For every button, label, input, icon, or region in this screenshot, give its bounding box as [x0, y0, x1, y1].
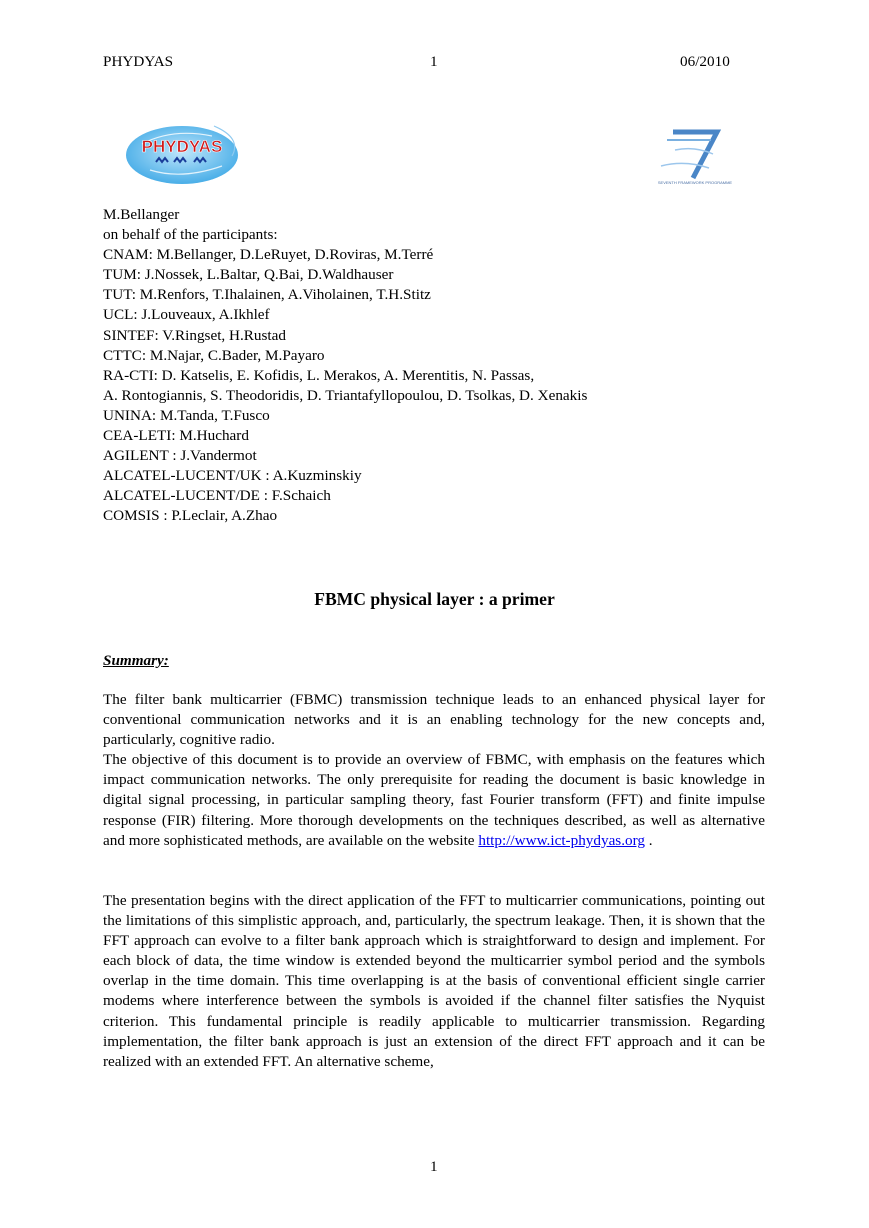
- header-date: 06/2010: [680, 53, 730, 70]
- summary-text-objective: The objective of this document is to provide an overview of FBMC, with emphasis on the features which impact communication networks. The only prerequisite for reading the document is basic knowledge in digital signal processing, in particular sampling theory, fast Fourier transform (FFT) and finite impulse response (FIR) filtering. More thorough developments on the techniques described, as well as alternative and more sophisticated methods, are available on the website http://www.ict-phydyas.org .: [103, 751, 765, 849]
- header-page-number: 1: [430, 53, 438, 70]
- summary-paragraph-1: [103, 690, 765, 851]
- author-line: ALCATEL-LUCENT/DE : F.Schaich: [103, 487, 331, 505]
- fp7-logo: [655, 126, 735, 192]
- author-line: CTTC: M.Najar, C.Bader, M.Payaro: [103, 346, 325, 364]
- summary-paragraph-2: [103, 891, 765, 1072]
- phydyas-logo: [122, 122, 248, 186]
- document-title: FBMC physical layer : a primer: [314, 589, 555, 609]
- author-line: UNINA: M.Tanda, T.Fusco: [103, 406, 270, 424]
- author-list: [103, 205, 803, 527]
- author-line: on behalf of the participants:: [103, 226, 278, 244]
- author-line: CNAM: M.Bellanger, D.LeRuyet, D.Roviras, M.Terré: [103, 246, 434, 264]
- author-line: A. Rontogiannis, S. Theodoridis, D. Triantafyllopoulou, D. Tsolkas, D. Xenakis: [103, 386, 588, 404]
- website-link[interactable]: http://www.ict-phydyas.org: [478, 831, 645, 849]
- summary-text-intro: The filter bank multicarrier (FBMC) transmission technique leads to an enhanced physical layer for conventional communication networks and it is an enabling technology for the new concepts and, particularly, cognitive radio.: [103, 691, 765, 749]
- author-line: CEA-LETI: M.Huchard: [103, 427, 249, 445]
- summary-heading: Summary:: [103, 652, 169, 669]
- author-line: SINTEF: V.Ringset, H.Rustad: [103, 326, 286, 344]
- author-line: AGILENT : J.Vandermot: [103, 447, 257, 465]
- summary-text-presentation: The presentation begins with the direct application of the FFT to multicarrier communications, pointing out the limitations of this simplistic approach, and, particularly, the spectrum leakage. Then, it is shown that the FFT approach can evolve to a filter bank approach which is straightforward to design and implement. For each block of data, the time window is extended beyond the multicarrier symbol period and the symbols overlap in the time domain. This time overlapping is at the basis of conventional efficient single carrier modems where interference between the symbols is avoided if the channel filter satisfies the Nyquist criterion. This fundamental principle is readily applicable to multicarrier transmission. Regarding implementation, the filter bank approach is just an extension of the direct FFT approach and it can be realized with an extended FFT. An alternative scheme,: [103, 892, 765, 1070]
- author-line: RA-CTI: D. Katselis, E. Kofidis, L. Merakos, A. Merentitis, N. Passas,: [103, 366, 535, 384]
- phydyas-logo-text: PHYDYAS: [141, 137, 223, 156]
- author-line: ALCATEL-LUCENT/UK : A.Kuzminskiy: [103, 467, 362, 485]
- author-line: M.Bellanger: [103, 206, 180, 223]
- author-line: COMSIS : P.Leclair, A.Zhao: [103, 507, 278, 525]
- footer-page-number: 1: [430, 1158, 438, 1175]
- author-line: TUT: M.Renfors, T.Ihalainen, A.Viholainen, T.H.Stitz: [103, 286, 431, 304]
- author-line: UCL: J.Louveaux, A.Ikhlef: [103, 306, 270, 324]
- header-project-name: PHYDYAS: [103, 53, 174, 70]
- fp7-logo-caption: SEVENTH FRAMEWORK PROGRAMME: [657, 180, 733, 185]
- author-line: TUM: J.Nossek, L.Baltar, Q.Bai, D.Waldhauser: [103, 266, 394, 284]
